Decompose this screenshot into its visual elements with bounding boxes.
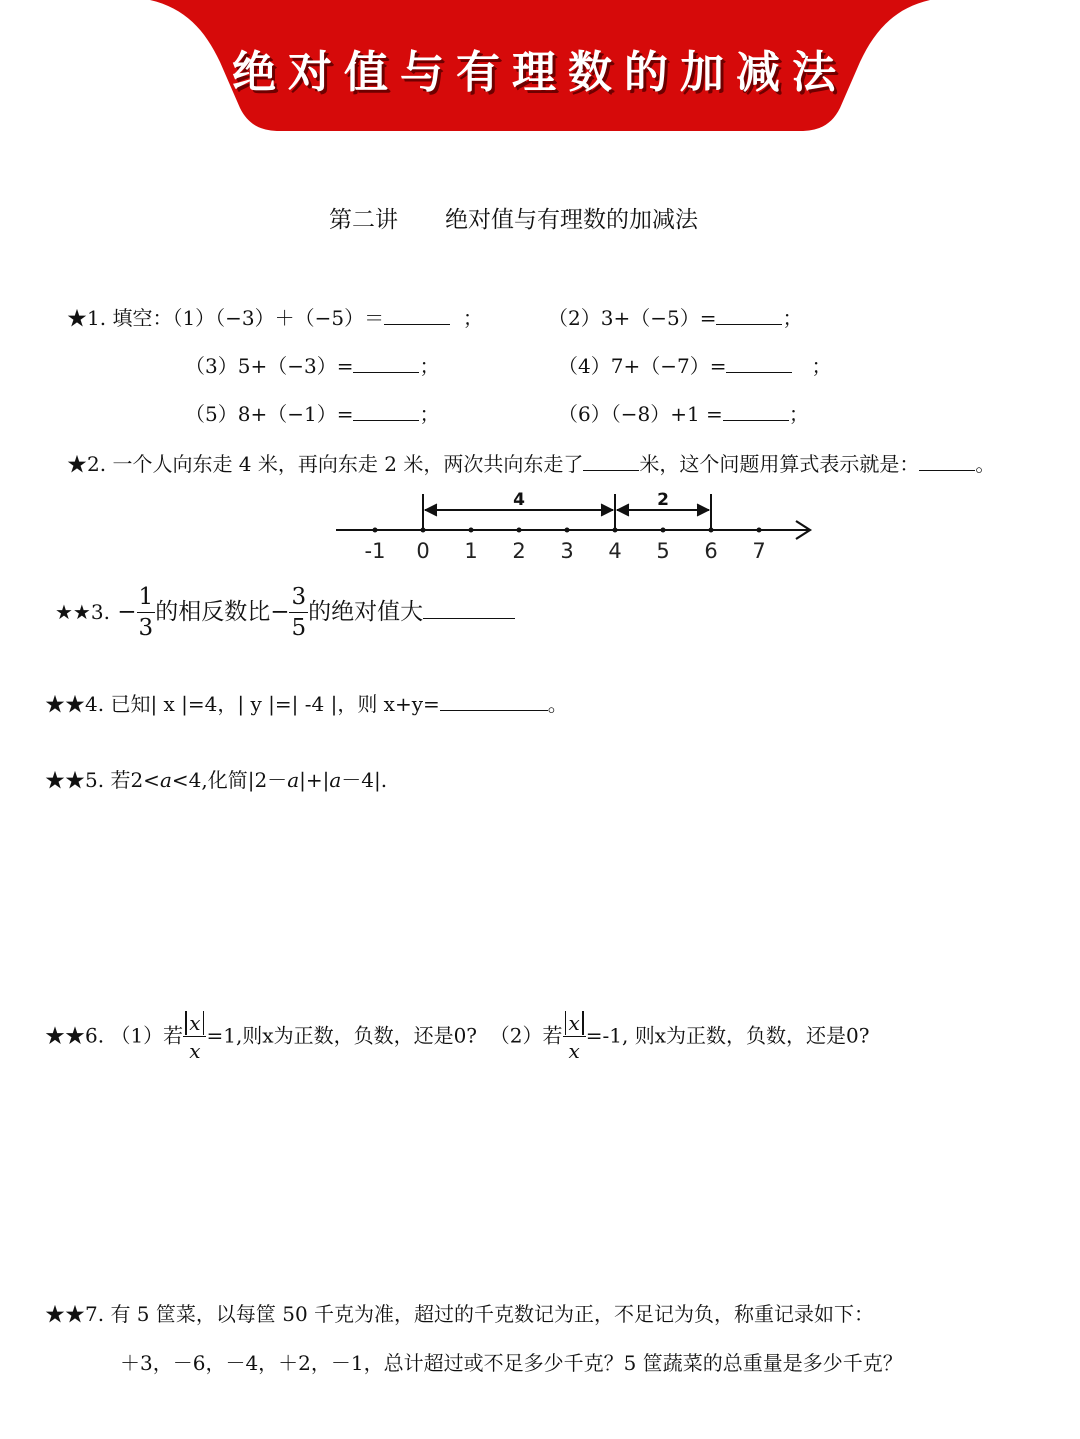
number-line-tick — [661, 528, 666, 533]
answer-blank[interactable] — [353, 402, 419, 421]
answer-blank[interactable] — [723, 402, 789, 421]
question-2-text-b: 米，这个问题用算式表示就是： — [639, 452, 920, 476]
segment-length-label: 2 — [657, 490, 669, 510]
number-line-tick-label: 7 — [752, 539, 766, 563]
question-7-line-2: ＋3，－6，－4，＋2，－1，总计超过或不足多少千克？5 筐蔬菜的总重量是多少千克？ — [120, 1351, 903, 1375]
question-3: ★★3. − $\frac{1}{3}$ 的相反数比− $\frac{3}{5}$ 的绝对值大 — [55, 586, 515, 640]
q1-part-5-line: （5）8+（−1）= ； — [185, 402, 440, 426]
segment-arrowhead-right — [601, 504, 613, 516]
banner-title: 绝对值与有理数的加减法 — [232, 47, 848, 98]
number-line-tick-label: -1 — [364, 539, 386, 563]
lecture-number: 第二讲 — [329, 207, 398, 233]
answer-blank[interactable] — [583, 452, 639, 471]
number-line-tick-label: 3 — [560, 539, 574, 563]
answer-blank[interactable] — [919, 452, 975, 471]
q1-part-4: （4）7+（−7）= — [558, 354, 727, 378]
page-title: 绝对值与有理数的加减法 — [445, 207, 698, 233]
number-line-tick — [469, 528, 474, 533]
q1-part-6-line: （6）（−8）+1 = ； — [558, 402, 809, 426]
answer-blank[interactable] — [726, 354, 792, 373]
number-line-tick — [757, 528, 762, 533]
number-line-tick-label: 1 — [464, 539, 478, 563]
q1-part-5: （5）8+（−1）= — [185, 402, 354, 426]
question-label: ★★3. — [55, 600, 110, 624]
number-line-tick-label: 0 — [416, 539, 430, 563]
fraction-abs-x-over-x: $\frac{x}{x}$ — [183, 1013, 206, 1061]
q1-part-3: （3）5+（−3）= — [185, 354, 354, 378]
q1-part-3-line: （3）5+（−3）= ； — [185, 354, 440, 378]
answer-blank[interactable] — [716, 306, 782, 325]
question-4: ★★4. 已知| x |=4，| y |=| -4 |，则 x+y= 。 — [45, 692, 568, 716]
number-line-tick — [373, 528, 378, 533]
q1-part-2: （2）3+（−5）= — [548, 306, 717, 330]
number-line-tick-label: 5 — [656, 539, 670, 563]
number-line-tick-label: 2 — [512, 539, 526, 563]
number-line-tick — [517, 528, 522, 533]
question-2: ★2. 一个人向东走 4 米，再向东走 2 米，两次共向东走了 米，这个问题用算式表示就是： 。 — [67, 452, 996, 476]
fraction-one-third: $\frac{1}{3}$ — [138, 584, 154, 641]
question-4-text: 已知| x |=4，| y |=| -4 |，则 x+y= — [110, 692, 440, 716]
answer-blank[interactable] — [384, 306, 450, 325]
question-label: ★★6. — [45, 1023, 105, 1048]
answer-blank[interactable] — [353, 354, 419, 373]
question-6: ★★6. （1）若 $\frac{x}{x}$ =1,则x为正数，负数，还是0? （2）若 $\frac{x}{x}$ =-1, 则x为正数，负数，还是0? — [45, 1011, 870, 1063]
segment-length-label: 4 — [513, 490, 525, 510]
question-1-intro: 填空： — [112, 306, 173, 330]
question-label: ★★4. — [45, 692, 105, 716]
answer-blank[interactable] — [423, 596, 515, 619]
question-label: ★★5. — [45, 768, 105, 792]
segment-arrowhead-left — [617, 504, 629, 516]
q1-part-2-line: （2）3+（−5）= ； — [548, 306, 803, 330]
question-7-line-1: 有 5 筐菜，以每筐 50 千克为准，超过的千克数记为正，不足记为负，称重记录如下： — [110, 1302, 875, 1326]
q1-part-1: （1）（−3）＋（−5）＝ — [172, 306, 385, 330]
question-label: ★★7. — [45, 1302, 105, 1326]
question-label: ★1. — [67, 306, 107, 330]
answer-blank[interactable] — [440, 692, 548, 711]
question-2-text-a: 一个人向东走 4 米，再向东走 2 米，两次共向东走了 — [112, 452, 584, 476]
number-line-tick — [565, 528, 570, 533]
question-1-line-1: ★1. 填空：（1）（−3）＋（−5）＝ ； — [67, 306, 483, 330]
q1-part-4-line: （4）7+（−7）= ； — [558, 354, 832, 378]
segment-arrowhead-left — [425, 504, 437, 516]
segment-arrowhead-right — [697, 504, 709, 516]
number-line-tick-label: 4 — [608, 539, 622, 563]
fraction-abs-x-over-x: $\frac{x}{x}$ — [563, 1013, 586, 1061]
question-5: ★★5. 若2<a<4,化简|2－a|+|a－4|. — [45, 768, 388, 792]
question-7 — [45, 1298, 874, 1327]
question-label: ★2. — [67, 452, 107, 476]
number-line-figure — [330, 488, 820, 568]
fraction-three-fifths: $\frac{3}{5}$ — [291, 584, 307, 641]
number-line-tick-label: 6 — [704, 539, 718, 563]
q1-part-6: （6）（−8）+1 = — [558, 402, 723, 426]
